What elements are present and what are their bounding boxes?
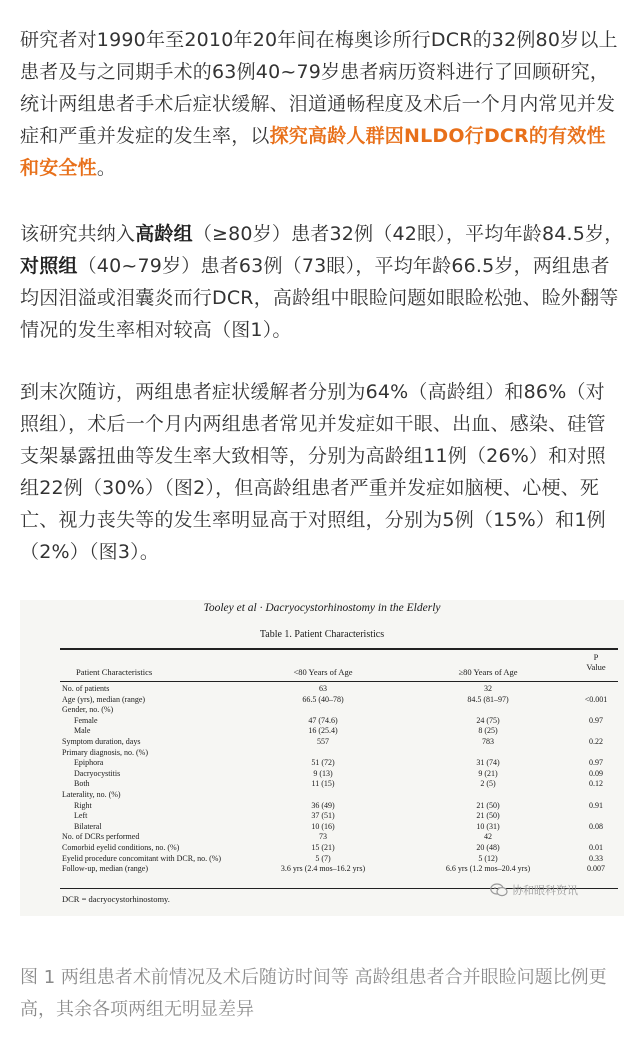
paragraph-results xyxy=(20,376,624,568)
row-label: Dacryocystitis xyxy=(74,768,121,778)
row-label: Follow-up, median (range) xyxy=(62,864,148,874)
wechat-icon xyxy=(490,883,508,897)
cell-under-80: 15 (21) xyxy=(311,842,335,852)
table-row xyxy=(60,726,618,737)
cell-80-and-over: 6.6 yrs (1.2 mos–20.4 yrs) xyxy=(445,864,531,874)
row-label: Primary diagnosis, no. (%) xyxy=(62,747,148,757)
cell-80-and-over: 21 (50) xyxy=(476,800,500,810)
table-body xyxy=(60,684,618,875)
row-label: Female xyxy=(74,715,98,725)
cell-80-and-over: 5 (12) xyxy=(478,853,498,863)
header-characteristics: Patient Characteristics xyxy=(76,667,153,677)
cell-under-80: 5 (7) xyxy=(315,853,331,863)
cell-under-80: 10 (16) xyxy=(311,821,335,831)
cell-p-value: 0.09 xyxy=(589,768,603,778)
row-label: Age (yrs), median (range) xyxy=(62,694,146,704)
cell-under-80: 3.6 yrs (2.4 mos–16.2 yrs) xyxy=(280,864,366,874)
cell-under-80: 36 (49) xyxy=(311,800,335,810)
header-80-and-over: ≥80 Years of Age xyxy=(458,667,518,677)
cell-80-and-over: 20 (48) xyxy=(476,842,500,852)
row-label: Right xyxy=(74,800,92,810)
cell-80-and-over: 8 (25) xyxy=(478,726,498,736)
cell-p-value: 0.22 xyxy=(589,736,603,746)
cell-p-value: 0.01 xyxy=(589,842,603,852)
table-row xyxy=(60,705,618,716)
row-label: Epiphora xyxy=(74,758,104,768)
cell-under-80: 63 xyxy=(319,684,327,693)
cell-80-and-over: 783 xyxy=(482,736,494,746)
paragraph-text: （≥80岁）患者32例（42眼），平均年龄84.5岁， xyxy=(192,223,624,245)
cell-80-and-over: 24 (75) xyxy=(476,715,500,725)
cell-p-value: 0.97 xyxy=(589,715,603,725)
cell-under-80: 73 xyxy=(319,832,327,842)
cell-80-and-over: 32 xyxy=(484,684,492,693)
cell-under-80: 557 xyxy=(317,736,329,746)
cell-p-value: 0.91 xyxy=(589,800,603,810)
table-row xyxy=(60,854,618,865)
table-row xyxy=(60,737,618,748)
row-label: Both xyxy=(74,779,90,789)
table-row xyxy=(60,758,618,769)
row-label: Symptom duration, days xyxy=(62,736,141,746)
table-row xyxy=(60,684,618,695)
bold-term-control-group: 对照组 xyxy=(20,255,78,277)
cell-under-80: 11 (15) xyxy=(311,779,335,789)
watermark xyxy=(490,881,578,899)
table-row xyxy=(60,811,618,822)
row-label: Eyelid procedure concomitant with DCR, no. (%) xyxy=(62,853,222,863)
cell-p-value: 0.33 xyxy=(589,853,603,863)
table-row xyxy=(60,864,618,875)
cell-p-value: 0.12 xyxy=(589,779,603,789)
paragraph-study-design xyxy=(20,24,624,184)
cell-under-80: 51 (72) xyxy=(311,758,335,768)
row-label: Laterality, no. (%) xyxy=(62,789,121,799)
cell-under-80: 66.5 (40–78) xyxy=(302,694,344,704)
table-rule-top xyxy=(60,648,618,650)
table-row xyxy=(60,843,618,854)
cell-under-80: 16 (25.4) xyxy=(308,726,338,736)
row-label: Bilateral xyxy=(74,821,102,831)
figure-caption: 图 1 两组患者术前情况及术后随访时间等 高龄组患者合并眼睑问题比例更高，其余各项两组无明显差异 xyxy=(20,967,607,1020)
cell-under-80: 47 (74.6) xyxy=(308,715,338,725)
cell-under-80: 9 (13) xyxy=(313,768,333,778)
cell-80-and-over: 10 (31) xyxy=(476,821,500,831)
row-label: Male xyxy=(74,726,91,736)
row-label: No. of patients xyxy=(62,684,110,693)
running-head: Tooley et al · Dacryocystorhinostomy in the Elderly xyxy=(203,602,441,614)
row-label: Gender, no. (%) xyxy=(62,705,114,715)
table-figure xyxy=(20,600,624,916)
table-rule-header xyxy=(60,681,618,682)
table-row xyxy=(60,779,618,790)
paragraph-text: （40~79岁）患者63例（73眼），平均年龄66.5岁，两组患者均因泪溢或泪囊炎而行DCR，高龄组中眼睑问题如眼睑松弛、睑外翻等情况的发生率相对较高（图1）。 xyxy=(20,255,619,341)
cell-80-and-over: 21 (50) xyxy=(476,811,500,821)
cell-p-value: 0.007 xyxy=(587,864,605,874)
cell-80-and-over: 42 xyxy=(484,832,492,842)
table-row xyxy=(60,822,618,833)
table-row xyxy=(60,832,618,843)
header-p-value xyxy=(576,652,616,672)
header-p: P xyxy=(593,652,599,662)
table-title: Table 1. Patient Characteristics xyxy=(259,629,385,640)
header-value: Value xyxy=(586,662,606,672)
table-row xyxy=(60,769,618,780)
highlight-text: 探究高龄人群因NLDO行DCR的有效性和安全性 xyxy=(20,125,606,179)
cell-80-and-over: 31 (74) xyxy=(476,758,500,768)
table-row xyxy=(60,748,618,759)
watermark-text: 协和眼科资讯 xyxy=(512,884,578,897)
cell-80-and-over: 9 (21) xyxy=(478,768,498,778)
table-row xyxy=(60,790,618,801)
paragraph-groups xyxy=(20,218,624,346)
cell-under-80: 37 (51) xyxy=(311,811,335,821)
cell-p-value: <0.001 xyxy=(584,694,608,704)
paragraph-end: 。 xyxy=(96,157,117,179)
table-row xyxy=(60,801,618,812)
cell-80-and-over: 2 (5) xyxy=(480,779,496,789)
bold-term-elderly-group: 高龄组 xyxy=(135,223,193,245)
cell-80-and-over: 84.5 (81–97) xyxy=(467,694,509,704)
header-under-80: <80 Years of Age xyxy=(293,667,353,677)
table-row xyxy=(60,716,618,727)
paragraph-text: 该研究共纳入 xyxy=(20,223,136,245)
row-label: No. of DCRs performed xyxy=(62,832,140,842)
cell-p-value: 0.08 xyxy=(589,821,603,831)
paragraph-text: 研究者对1990年至2010年20年间在梅奥诊所行DCR的32例80岁以上患者及与之同期手术的63例40~79岁患者病历资料进行了回顾研究，统计两组患者手术后症状缓解、泪道通畅程度及术后一个月内常见并发症和严重并发症的发生率，以 xyxy=(20,29,618,147)
table-row xyxy=(60,695,618,706)
row-label: Left xyxy=(74,811,88,821)
paragraph-text: 到末次随访，两组患者症状缓解者分别为64%（高龄组）和86%（对照组），术后一个月内两组患者常见并发症如干眼、出血、感染、硅管支架暴露扭曲等发生率大致相等，分别为高龄组11例（26%）和对照组22例（30%）（图2），但高龄组患者严重并发症如脑梗、心梗、死亡、视力丧失等的发生率明显高于对照组，分别为5例（15%）和1例（2%）（图3）。 xyxy=(20,381,606,563)
row-label: Comorbid eyelid conditions, no. (%) xyxy=(62,842,180,852)
cell-p-value: 0.97 xyxy=(589,758,603,768)
table-footnote: DCR = dacryocystorhinostomy. xyxy=(62,894,170,904)
